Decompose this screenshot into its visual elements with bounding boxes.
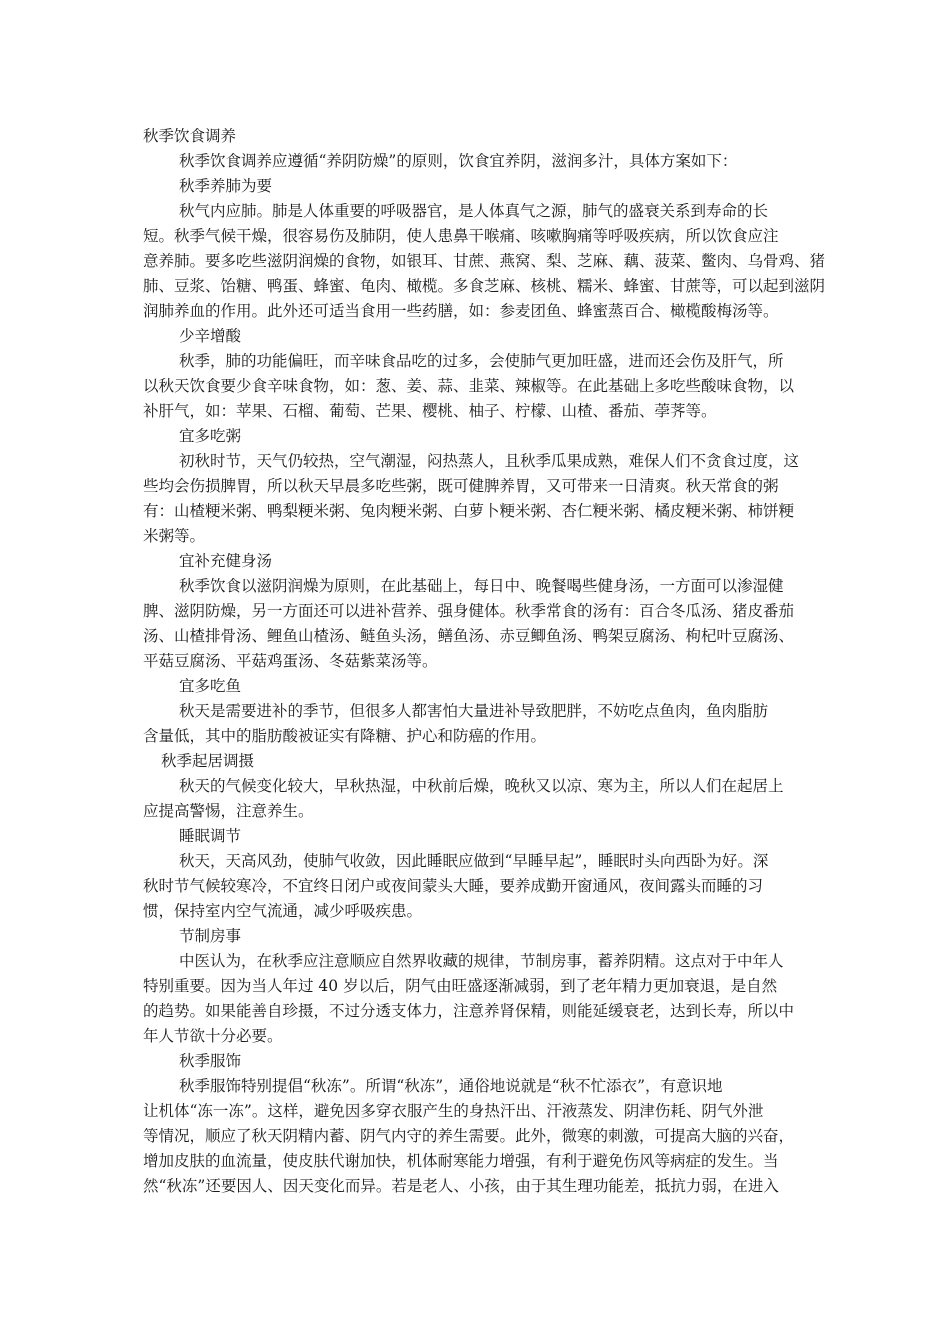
text-line: 特别重要。因为当人年过 40 岁以后，阴气由旺盛逐渐减弱，到了老年精力更加衰退，是自然 <box>143 977 778 995</box>
text-line: 增加皮肤的血流量，使皮肤代谢加快，机体耐寒能力增强，有利于避免伤风等病症的发生。当 <box>143 1152 779 1170</box>
text-line: 脾、滋阴防燥，另一方面还可以进补营养、强身健体。秋季常食的汤有：百合冬瓜汤、猪皮番茄 <box>143 602 795 620</box>
text-line: 等情况，顺应了秋天阴精内蓄、阴气内守的养生需要。此外，微寒的刺激，可提高大脑的兴奋， <box>143 1127 795 1145</box>
section-heading: 秋季起居调摄 <box>161 752 255 770</box>
text-line: 秋天是需要进补的季节，但很多人都害怕大量进补导致肥胖，不妨吃点鱼肉，鱼肉脂肪 <box>179 702 769 720</box>
text-line: 秋季服饰特别提倡“秋冻”。所谓“秋冻”，通俗地说就是“秋不忙添衣”，有意识地 <box>179 1077 723 1095</box>
text-line: 秋季，肺的功能偏旺，而辛味食品吃的过多，会使肺气更加旺盛，进而还会伤及肝气，所 <box>179 352 784 370</box>
text-line: 应提高警惕，注意养生。 <box>143 802 314 820</box>
text-line: 的趋势。如果能善自珍摄，不过分透支体力，注意养肾保精，则能延缓衰老，达到长寿，所以中 <box>143 1002 795 1020</box>
text-line: 秋气内应肺。肺是人体重要的呼吸器官，是人体真气之源，肺气的盛衰关系到寿命的长 <box>179 202 769 220</box>
section-heading: 宜多吃粥 <box>179 427 242 445</box>
text-line: 肺、豆浆、饴糖、鸭蛋、蜂蜜、龟肉、橄榄。多食芝麻、核桃、糯米、蜂蜜、甘蔗等，可以起到滋阴 <box>143 277 826 295</box>
section-heading: 宜补充健身汤 <box>179 552 273 570</box>
text-line: 含量低，其中的脂肪酸被证实有降糖、护心和防癌的作用。 <box>143 727 547 745</box>
text-line: 让机体“冻一冻”。这样，避免因多穿衣服产生的身热汗出、汗液蒸发、阴津伤耗、阴气外泄 <box>143 1102 764 1120</box>
text-line: 有：山楂粳米粥、鸭梨粳米粥、兔肉粳米粥、白萝卜粳米粥、杏仁粳米粥、橘皮粳米粥、柿饼粳 <box>143 502 795 520</box>
text-line: 汤、山楂排骨汤、鲤鱼山楂汤、鲢鱼头汤，鳝鱼汤、赤豆鲫鱼汤、鸭架豆腐汤、枸杞叶豆腐汤、 <box>143 627 795 645</box>
section-heading: 节制房事 <box>179 927 242 945</box>
section-heading: 秋季养肺为要 <box>179 177 273 195</box>
text-line: 秋天的气候变化较大，早秋热湿，中秋前后燥，晚秋又以凉、寒为主，所以人们在起居上 <box>179 777 784 795</box>
text-line: 初秋时节，天气仍较热，空气潮湿，闷热蒸人，且秋季瓜果成熟，难保人们不贪食过度，这 <box>179 452 800 470</box>
text-line: 米粥等。 <box>143 527 206 545</box>
text-line: 秋季饮食调养应遵循“养阴防燥”的原则，饮食宜养阴，滋润多汁，具体方案如下： <box>179 152 738 170</box>
text-line: 以秋天饮食要少食辛味食物，如：葱、姜、蒜、韭菜、辣椒等。在此基础上多吃些酸味食物，以 <box>143 377 795 395</box>
section-heading: 秋季服饰 <box>179 1052 242 1070</box>
text-line: 年人节欲十分必要。 <box>143 1027 283 1045</box>
section-heading: 宜多吃鱼 <box>179 677 242 695</box>
text-line: 然“秋冻”还要因人、因天变化而异。若是老人、小孩，由于其生理功能差，抵抗力弱，在进入 <box>143 1177 779 1195</box>
text-line: 些均会伤损脾胃，所以秋天早晨多吃些粥，既可健脾养胃，又可带来一日清爽。秋天常食的粥 <box>143 477 779 495</box>
text-line: 秋季饮食以滋阴润燥为原则，在此基础上，每日中、晚餐喝些健身汤，一方面可以渗湿健 <box>179 577 784 595</box>
text-line: 意养肺。要多吃些滋阴润燥的食物，如银耳、甘蔗、燕窝、梨、芝麻、藕、菠菜、鳖肉、乌骨鸡、猪 <box>143 252 826 270</box>
text-line: 秋时节气候较寒冷，不宜终日闭户或夜间蒙头大睡，要养成勤开窗通风，夜间露头而睡的习 <box>143 877 764 895</box>
text-line: 秋天，天高风劲，使肺气收敛，因此睡眠应做到“早睡早起”，睡眠时头向西卧为好。深 <box>179 852 769 870</box>
text-line: 中医认为，在秋季应注意顺应自然界收藏的规律，节制房事，蓄养阴精。这点对于中年人 <box>179 952 784 970</box>
text-line: 惯，保持室内空气流通，减少呼吸疾患。 <box>143 902 423 920</box>
section-heading: 少辛增酸 <box>179 327 242 345</box>
document-title: 秋季饮食调养 <box>143 127 237 145</box>
text-line: 短。秋季气候干燥，很容易伤及肺阴，使人患鼻干喉痛、咳嗽胸痛等呼吸疾病，所以饮食应注 <box>143 227 779 245</box>
text-line: 平菇豆腐汤、平菇鸡蛋汤、冬菇紫菜汤等。 <box>143 652 438 670</box>
document-body <box>143 124 826 1199</box>
text-line: 补肝气，如：苹果、石榴、葡萄、芒果、樱桃、柚子、柠檬、山楂、番茄、荸荠等。 <box>143 402 717 420</box>
section-heading: 睡眠调节 <box>179 827 242 845</box>
text-line: 润肺养血的作用。此外还可适当食用一些药膳，如：参麦团鱼、蜂蜜蒸百合、橄榄酸梅汤等。 <box>143 302 779 320</box>
